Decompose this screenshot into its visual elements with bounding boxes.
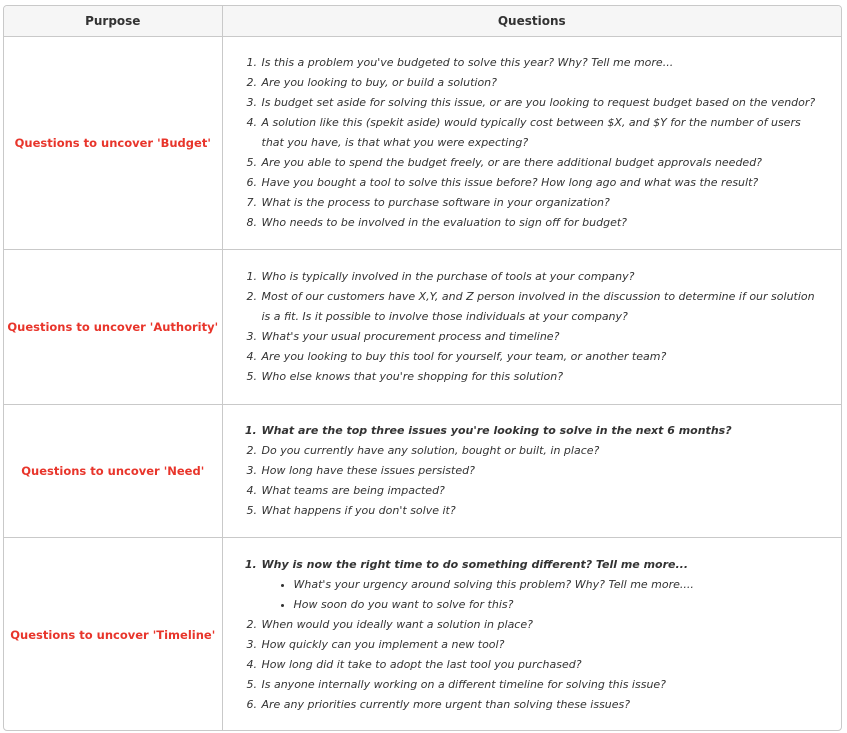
qualification-questions-table	[4, 6, 841, 731]
timeline-sub-question-list	[262, 575, 822, 615]
list-item: 2. Are you looking to buy, or build a solution?	[261, 73, 822, 93]
list-item: 3. What's your usual procurement process and timeline?	[261, 327, 822, 347]
list-item: 3. How long have these issues persisted?	[261, 461, 822, 481]
list-item: 7. What is the process to purchase software in your organization?	[261, 193, 822, 213]
qualification-table-container	[3, 5, 842, 731]
list-item: 8. Who needs to be involved in the evaluation to sign off for budget?	[261, 213, 822, 233]
questions-cell-timeline	[222, 537, 841, 731]
list-item: 3. Is budget set aside for solving this issue, or are you looking to request budget based on the vendor?	[261, 93, 822, 113]
table-row-authority	[4, 249, 841, 404]
list-item: 4. How long did it take to adopt the last tool you purchased?	[261, 655, 822, 675]
list-item: 5. Who else knows that you're shopping for this solution?	[261, 367, 822, 387]
purpose-cell-timeline: Questions to uncover 'Timeline'	[4, 537, 222, 731]
purpose-column-header: Purpose	[4, 6, 222, 36]
list-item: 4. A solution like this (spekit aside) would typically cost between $X, and $Y for the number of users that you have, is that what you were expecting?	[261, 113, 822, 153]
list-item: 4. Are you looking to buy this tool for yourself, your team, or another team?	[261, 347, 822, 367]
purpose-cell-need: Questions to uncover 'Need'	[4, 404, 222, 537]
table-row-timeline	[4, 537, 841, 731]
list-item: 5. What happens if you don't solve it?	[261, 501, 822, 521]
timeline-question-list	[223, 555, 842, 715]
budget-question-list	[223, 53, 842, 233]
list-item: 5. Is anyone internally working on a different timeline for solving this issue?	[261, 675, 822, 695]
list-item: 6. Are any priorities currently more urgent than solving these issues?	[261, 695, 822, 715]
list-item: 2. Do you currently have any solution, bought or built, in place?	[261, 441, 822, 461]
list-item: 2. Most of our customers have X,Y, and Z person involved in the discussion to determine if our solution is a fit. Is it possible to involve those individuals at your company?	[261, 287, 822, 327]
table-header-row	[4, 6, 841, 36]
list-item: 5. Are you able to spend the budget freely, or are there additional budget approvals needed?	[261, 153, 822, 173]
list-item-text: Why is now the right time to do something different? Tell me more...	[261, 557, 689, 571]
table-row-need	[4, 404, 841, 537]
sub-list-item: • How soon do you want to solve for this?	[294, 595, 822, 615]
list-item: 2. When would you ideally want a solution in place?	[261, 615, 822, 635]
need-question-list	[223, 421, 842, 521]
purpose-cell-authority: Questions to uncover 'Authority'	[4, 249, 222, 404]
list-item: 3. How quickly can you implement a new tool?	[261, 635, 822, 655]
list-item: 6. Have you bought a tool to solve this issue before? How long ago and what was the result?	[261, 173, 822, 193]
list-item: 1. What are the top three issues you're looking to solve in the next 6 months?	[261, 421, 822, 441]
authority-question-list	[223, 267, 842, 387]
purpose-cell-budget: Questions to uncover 'Budget'	[4, 36, 222, 249]
list-item: 4. What teams are being impacted?	[261, 481, 822, 501]
questions-cell-budget	[222, 36, 841, 249]
list-item: 1. Who is typically involved in the purchase of tools at your company?	[261, 267, 822, 287]
list-item	[261, 555, 822, 615]
table-row-budget	[4, 36, 841, 249]
list-item: 1. Is this a problem you've budgeted to solve this year? Why? Tell me more...	[261, 53, 822, 73]
questions-cell-authority	[222, 249, 841, 404]
sub-list-item: • What's your urgency around solving this problem? Why? Tell me more....	[294, 575, 822, 595]
questions-cell-need	[222, 404, 841, 537]
questions-column-header: Questions	[222, 6, 841, 36]
